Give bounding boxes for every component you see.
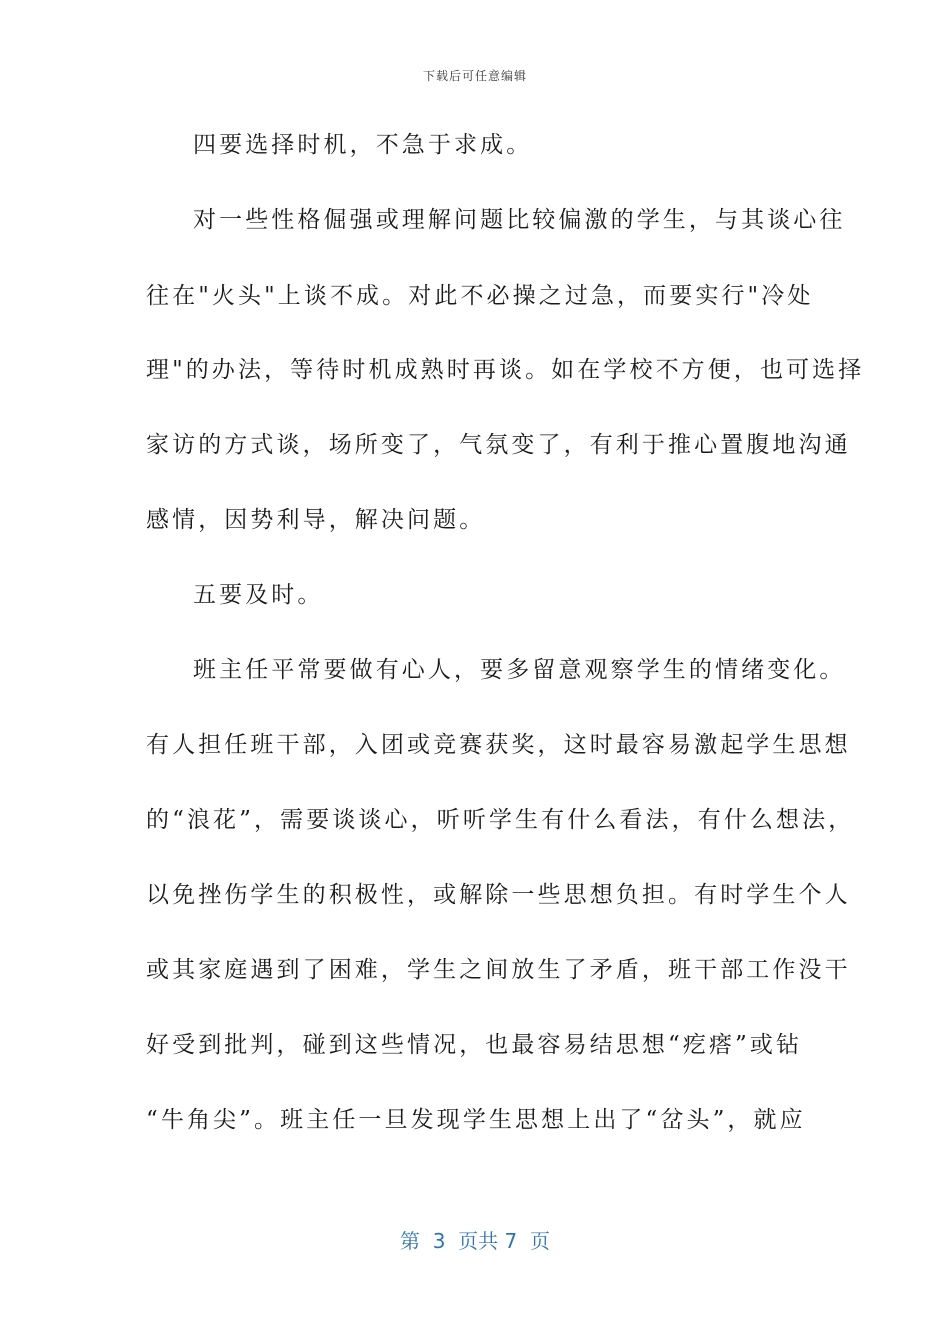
header-note: 下载后可任意编辑 <box>422 69 527 83</box>
paragraph-heading-5: 五要及时。 <box>193 582 324 608</box>
paragraph-line: 或其家庭遇到了困难，学生之间放生了矛盾，班干部工作没干 <box>146 957 851 983</box>
paragraph-line: 好受到批判，碰到这些情况，也最容易结思想“疙瘩”或钻 <box>146 1032 803 1058</box>
paragraph-line: 对一些性格倔强或理解问题比较偏激的学生，与其谈心往 <box>193 207 846 233</box>
paragraph-line: 班主任平常要做有心人，要多留意观察学生的情绪变化。 <box>193 657 846 683</box>
paragraph-line: “牛角尖”。班主任一旦发现学生思想上出了“岔头”，就应 <box>146 1107 806 1133</box>
paragraph-line: 理"的办法，等待时机成熟时再谈。如在学校不方便，也可选择 <box>146 357 865 383</box>
paragraph-heading-4: 四要选择时机，不急于求成。 <box>193 132 533 158</box>
paragraph-line: 感情，因势利导，解决问题。 <box>146 507 486 533</box>
paragraph-line: 往在"火头"上谈不成。对此不必操之过急，而要实行"冷处 <box>146 283 814 309</box>
paragraph-line: 家访的方式谈，场所变了，气氛变了，有利于推心置腹地沟通 <box>146 432 851 458</box>
page-number-footer: 第 3 页共 7 页 <box>400 1229 550 1253</box>
paragraph-line: 以免挫伤学生的积极性，或解除一些思想负担。有时学生个人 <box>146 882 851 908</box>
paragraph-line: 有人担任班干部，入团或竞赛获奖，这时最容易激起学生思想 <box>146 732 851 758</box>
paragraph-line: 的“浪花”，需要谈谈心，听听学生有什么看法，有什么想法， <box>146 807 855 833</box>
